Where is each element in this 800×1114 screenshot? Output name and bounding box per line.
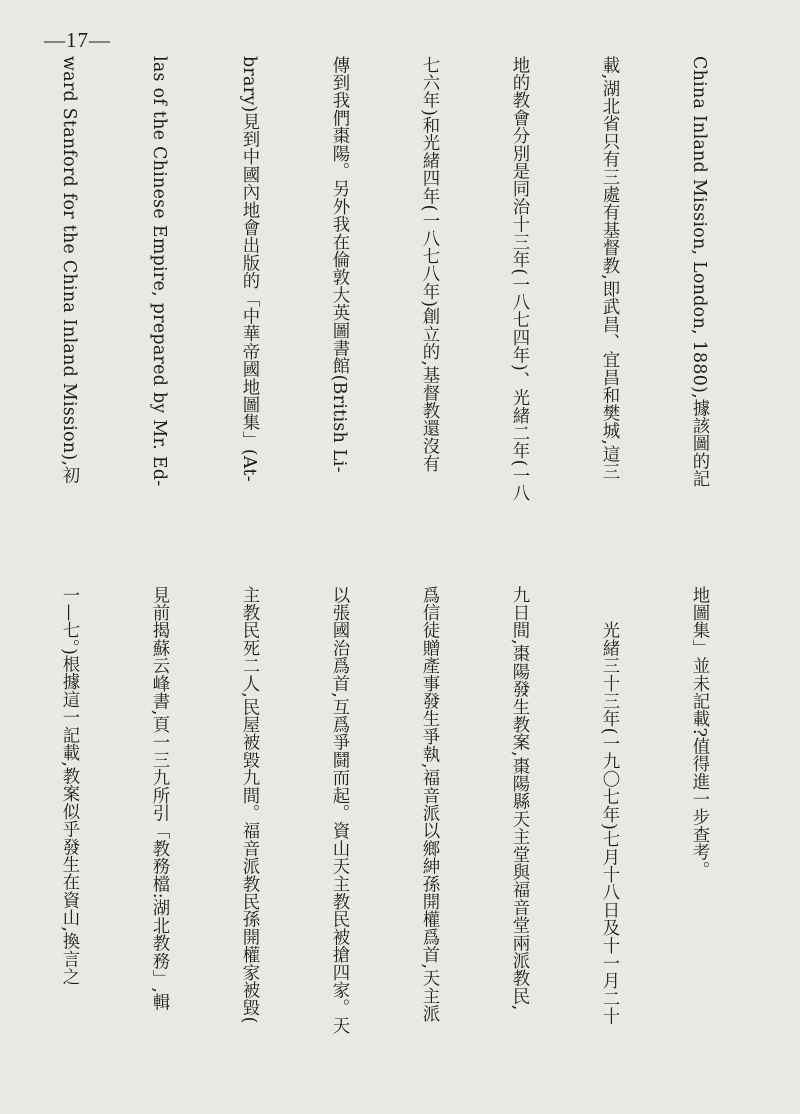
text-column: 以張國治爲首,互爲爭鬪而起。資山天主教民被搶四家。天 — [329, 586, 349, 1035]
text-column: 七六年)和光緒四年(一八七八年)創立的,基督教還沒有 — [419, 56, 439, 473]
text-column: 主教民死二人,民屋被毀九間。福音派教民孫開權家被毀( — [239, 586, 259, 1024]
text-column: 爲信徒贈產事發生爭執,福音派以鄉紳孫開權爲首,天主派 — [419, 586, 439, 1023]
text-column: 載,湖北省只有三處有基督教,即武昌、宜昌和樊城,這三 — [599, 56, 619, 481]
text-column: 傳到我們棗陽。另外我在倫敦大英圖書館(British Li- — [329, 56, 349, 473]
page-number: —17— — [44, 28, 111, 52]
text-column: las of the Chinese Empire, prepared by Mr. Ed- — [149, 56, 169, 487]
lower-text-block — [26, 586, 774, 1106]
text-column: 地圖集」並未記載?值得進一步查考。 — [689, 586, 709, 879]
text-column: 一—七。)根據這一記載,教案似乎發生在資山,換言之 — [59, 586, 79, 986]
text-column: China Inland Mission, London, 1880),據該圖的記 — [689, 56, 709, 488]
text-column: 光緒三十三年(一九〇七年)七月十八日及十一月二十 — [599, 586, 619, 1025]
text-column: ward Stanford for the China Inland Mission),初 — [59, 56, 79, 485]
text-column: 見前揭蘇云峰書,頁一三九所引「教務檔:湖北教務」,輯 — [149, 586, 169, 1011]
text-column: brary)見到中國內地會出版的「中華帝國地圖集」(At- — [239, 56, 259, 482]
upper-text-block — [26, 56, 774, 576]
text-column: 地的教會分別是同治十三年(一八七四年)、光緒二年(一八 — [509, 56, 529, 503]
text-column: 九日間,棗陽發生教案,棗陽縣天主堂與福音堂兩派教民, — [509, 586, 529, 1011]
